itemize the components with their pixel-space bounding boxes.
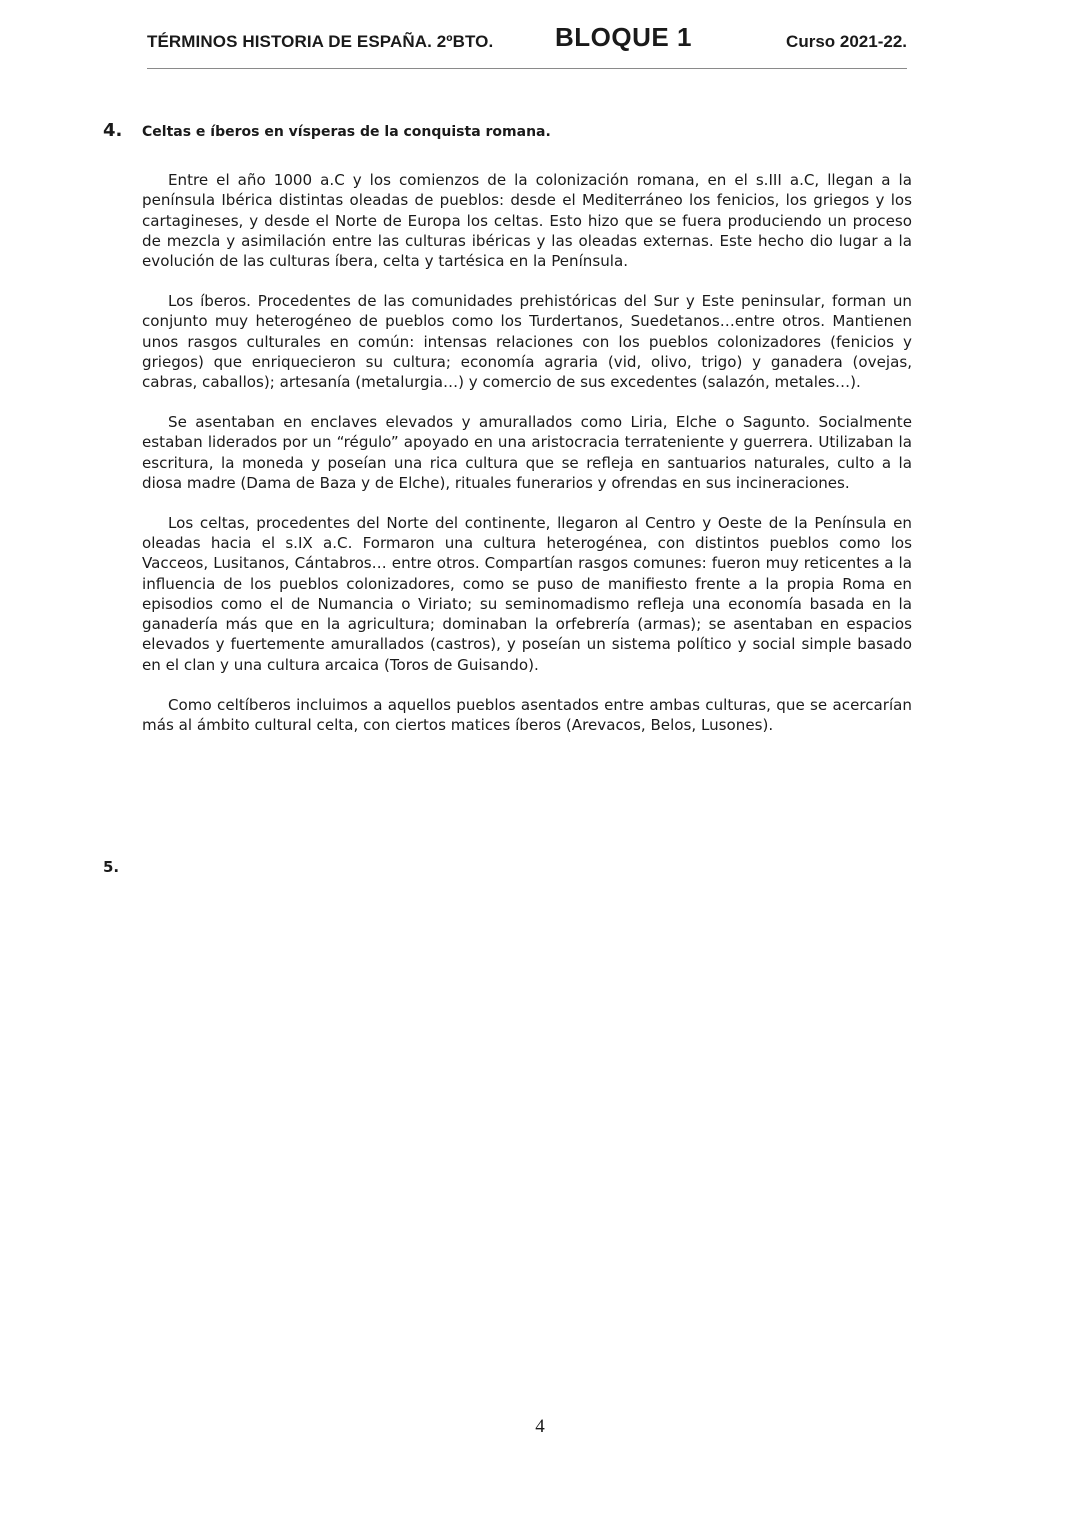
section-body bbox=[142, 170, 912, 755]
header-school-year: Curso 2021-22. bbox=[786, 32, 907, 51]
page-number: 4 bbox=[535, 1416, 545, 1437]
header-block-title: BLOQUE 1 bbox=[555, 22, 692, 52]
paragraph-celtas: Los celtas, procedentes del Norte del continente, llegaron al Centro y Oeste de la Península en oleadas hacia el s.IX a.C. Formaron una cultura heterogénea, con distintos pueblos como los Vacceos, Lusitanos, Cántabros… entre otros. Compartían rasgos comunes: fueron muy reticentes a la influencia de los pueblos colonizadores, como se puso de manifiesto frente a la propia Roma en episodios como el de Numancia o Viriato; su seminomadismo refleja una economía basada en la ganadería más que en la agricultura; dominaban la orfebrería (armas); se asentaban en espacios elevados y fuertemente amurallados (castros), y poseían un sistema político y social simple basado en el clan y una cultura arcaica (Toros de Guisando). bbox=[142, 513, 912, 674]
page-header bbox=[147, 22, 907, 62]
header-course-title: TÉRMINOS HISTORIA DE ESPAÑA. 2ºBTO. bbox=[147, 32, 494, 51]
section-number-5: 5. bbox=[103, 858, 120, 876]
section-title: Celtas e íberos en vísperas de la conquista romana. bbox=[142, 124, 551, 140]
paragraph-iberos: Los íberos. Procedentes de las comunidades prehistóricas del Sur y Este peninsular, forman un conjunto muy heterogéneo de pueblos como los Turdertanos, Suedetanos…entre otros. Mantienen unos rasgos culturales en común: intensas relaciones con los pueblos colonizadores (fenicios y griegos) que enriquecieron su cultura; economía agraria (vid, olivo, trigo) y ganadera (ovejas, cabras, caballos); artesanía (metalurgia…) y comercio de sus excedentes (salazón, metales…). bbox=[142, 291, 912, 392]
section-number-4: 4. bbox=[103, 120, 123, 141]
paragraph-iberos-society: Se asentaban en enclaves elevados y amurallados como Liria, Elche o Sagunto. Socialmente estaban liderados por un “régulo” apoyado en una aristocracia terrateniente y guerrera. Utilizaban la escritura, la moneda y poseían una rica cultura que se refleja en santuarios naturales, culto a la diosa madre (Dama de Baza y de Elche), rituales funerarios y ofrendas en sus incineraciones. bbox=[142, 412, 912, 492]
paragraph-celtiberos: Como celtíberos incluimos a aquellos pueblos asentados entre ambas culturas, que se acercarían más al ámbito cultural celta, con ciertos matices íberos (Arevacos, Belos, Lusones). bbox=[142, 695, 912, 734]
header-divider bbox=[147, 68, 907, 69]
paragraph-intro: Entre el año 1000 a.C y los comienzos de la colonización romana, en el s.III a.C, llegan a la península Ibérica distintas oleadas de pueblos: desde el Mediterráneo los fenicios, los griegos y los cartagineses, y desde el Norte de Europa los celtas. Esto hizo que se fuera produciendo un proceso de mezcla y asimilación entre las culturas ibéricas y las oleadas externas. Este hecho dio lugar a la evolución de las culturas íbera, celta y tartésica en la Península. bbox=[142, 171, 912, 271]
